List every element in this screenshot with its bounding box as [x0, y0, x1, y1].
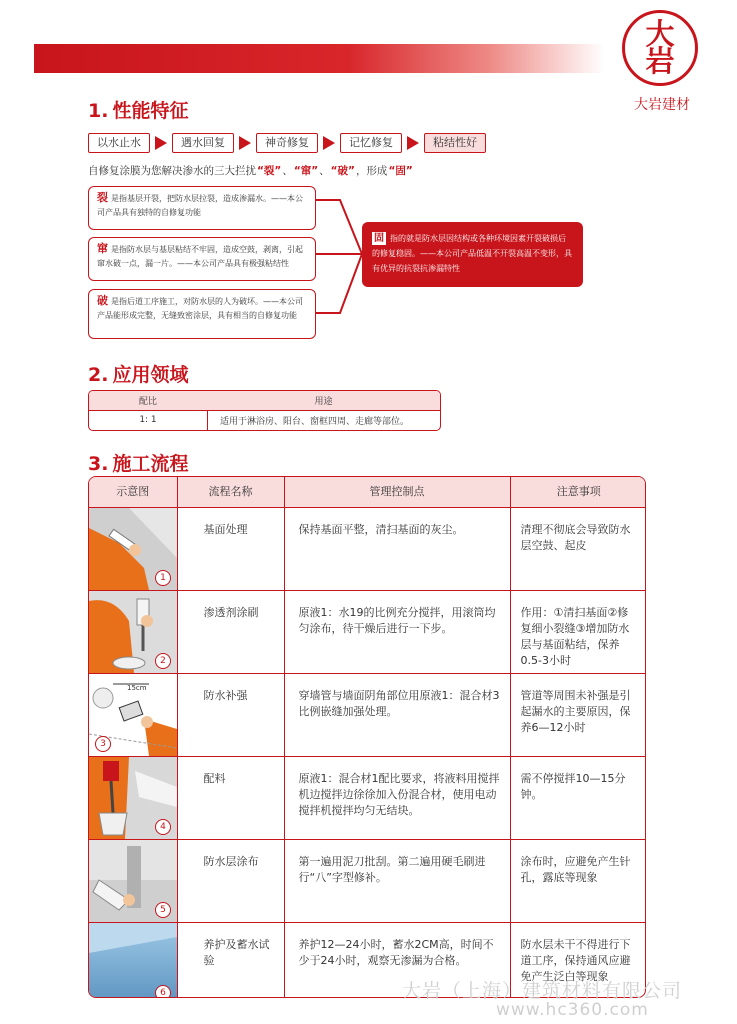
flow-step-1: 以水止水: [88, 133, 150, 153]
process-illustration-2: [89, 591, 177, 674]
process-header-diagram: 示意图: [89, 477, 177, 508]
break-text: 是指后道工序施工，对防水层的人为破坏。——本公司产品能形成完整，无缝致密涂层，具有相当的自修复功能: [97, 297, 303, 320]
process-header-row: [89, 477, 646, 508]
section1-title-text: 性能特征: [112, 100, 189, 122]
crack-card: [88, 186, 316, 230]
process-header-note: 注意事项: [510, 477, 646, 508]
channel-char: 窜: [97, 242, 108, 255]
process-control: 穿墙管与墙面阴角部位用原液1：混合材3比例嵌缝加强处理。: [284, 674, 510, 757]
break-char: 破: [97, 294, 108, 307]
solid-char: 固: [374, 233, 384, 244]
step-number: 1: [155, 570, 171, 586]
process-note: 管道等周围未补强是引起漏水的主要原因，保养6—12小时: [510, 674, 646, 757]
process-note: 涂布时，应避免产生针孔，露底等现象: [510, 840, 646, 923]
process-row: [89, 674, 646, 757]
channel-card: [88, 237, 316, 281]
intro-mid: 形成: [366, 165, 388, 177]
process-note: 需不停搅拌10—15分钟。: [510, 757, 646, 840]
crack-text: 是指基层开裂，把防水层拉裂，造成渗漏水。——本公司产品具有独特的自修复功能: [97, 194, 303, 217]
process-name: 养护及蓄水试验: [177, 923, 284, 999]
intro-word-3: “破”: [330, 165, 355, 177]
section1-number: 1.: [88, 100, 109, 122]
process-header-control: 管理控制点: [284, 477, 510, 508]
flow-step-2: 遇水回复: [172, 133, 234, 153]
process-row: [89, 591, 646, 674]
solid-text: 指的就是防水层因结构或各种环境因素开裂破损后的修复稳固。——本公司产品低温不开裂高温不变形，具有优异的抗裂抗渗漏特性: [372, 234, 572, 273]
process-note: 作用：①清扫基面②修复细小裂缝③增加防水层与基面粘结，保养0.5-3小时: [510, 591, 646, 674]
step-number: 5: [155, 902, 171, 918]
process-name: 配料: [177, 757, 284, 840]
section3-number: 3.: [88, 453, 109, 475]
footer-company: 大岩（上海）建筑材料有限公司: [402, 980, 683, 1002]
break-card: [88, 289, 316, 339]
process-illustration-5: [89, 840, 177, 923]
ruler-label: 15cm: [127, 684, 147, 692]
crack-char: 裂: [97, 191, 108, 204]
flow-step-5: 粘结性好: [424, 133, 486, 153]
process-control: 保持基面平整，清扫基面的灰尘。: [284, 508, 510, 591]
intro-text: 自修复涂膜为您解决渗水的三大拦扰“裂”、“窜”、“破”，形成“固”: [88, 165, 413, 177]
section3-title-text: 施工流程: [112, 453, 189, 475]
process-name: 防水补强: [177, 674, 284, 757]
process-control: 原液1：水19的比例充分搅拌，用滚筒均匀涂布，待干燥后进行一下步。: [284, 591, 510, 674]
logo-char-2: 岩: [645, 44, 675, 78]
section3-title: [88, 449, 188, 476]
step-number: 4: [155, 819, 171, 835]
application-header-use: 用途: [314, 397, 333, 407]
channel-text: 是指防水层与基层粘结不牢固，造成空鼓，剥离，引起窜水破一点，漏一片。——本公司产品具有极强粘结性: [97, 245, 303, 268]
process-name: 基面处理: [177, 508, 284, 591]
intro-prefix: 自修复涂膜为您解决渗水的三大拦扰: [88, 165, 256, 177]
step-number: 2: [155, 653, 171, 669]
application-header-ratio: 配比: [138, 397, 157, 407]
process-note: 防水层未干不得进行下道工序，保持通风应避免产生泛白等现象: [510, 923, 646, 999]
footer-site: www.hc360.com: [496, 1000, 649, 1020]
process-illustration-4: [89, 757, 177, 840]
solid-card: [362, 222, 583, 287]
section2-title: [88, 360, 188, 387]
process-row: [89, 757, 646, 840]
flow-step-3: 神奇修复: [256, 133, 318, 153]
logo-char-1: 大: [645, 17, 675, 51]
application-row: [89, 411, 440, 430]
process-header-name: 流程名称: [177, 477, 284, 508]
process-illustration-6: [89, 923, 177, 999]
process-name: 渗透剂涂刷: [177, 591, 284, 674]
intro-final: “固”: [388, 165, 413, 177]
flow-step-4: 记忆修复: [340, 133, 402, 153]
process-control: 第一遍用泥刀批刮。第二遍用硬毛刷进行“八”字型修补。: [284, 840, 510, 923]
process-row: [89, 508, 646, 591]
intro-word-1: “裂”: [257, 165, 282, 177]
application-use: 适用于淋浴房、阳台、窗框四周、走廊等部位。: [220, 417, 410, 427]
process-note: 清理不彻底会导致防水层空鼓、起皮: [510, 508, 646, 591]
process-illustration-3: [89, 674, 177, 757]
process-illustration-1: [89, 508, 177, 591]
application-header-row: [89, 391, 440, 411]
application-ratio: 1: 1: [89, 411, 208, 430]
process-name: 防水层涂布: [177, 840, 284, 923]
brand-name: 大岩建材: [634, 97, 690, 113]
process-control: 养护12—24小时，蓄水2CM高，时间不少于24小时，观察无渗漏为合格。: [284, 923, 510, 999]
section2-number: 2.: [88, 364, 109, 386]
application-table: [88, 390, 441, 431]
process-row: [89, 840, 646, 923]
intro-word-2: “窜”: [293, 165, 319, 177]
section2-title-text: 应用领域: [112, 364, 189, 386]
step-number: 6: [155, 985, 171, 998]
process-control: 原液1：混合材1配比要求，将液料用搅拌机边搅拌边徐徐加入份混合材，使用电动搅拌机搅拌均匀无结块。: [284, 757, 510, 840]
process-table: [88, 476, 646, 998]
step-number: 3: [95, 736, 111, 752]
